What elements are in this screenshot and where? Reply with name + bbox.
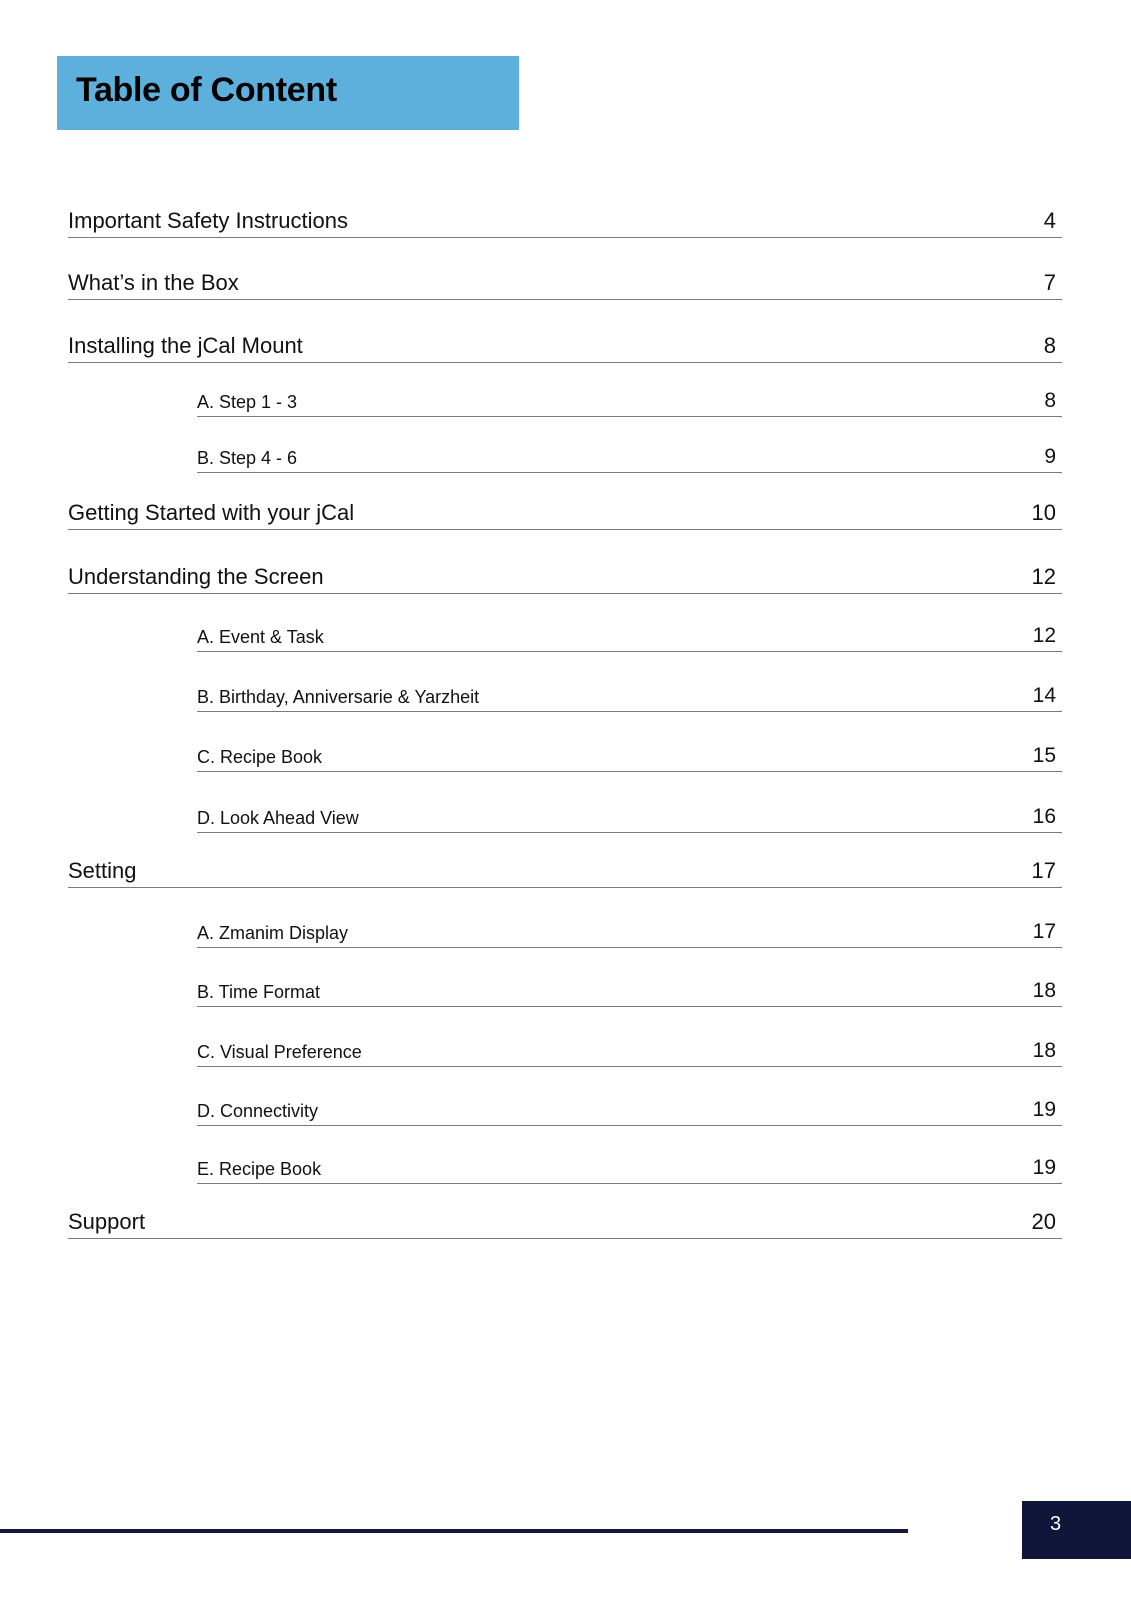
- toc-entry-page: 7: [1043, 270, 1056, 295]
- toc-entry-page: 16: [1032, 805, 1056, 828]
- toc-entry-page: 4: [1043, 208, 1056, 233]
- toc-entry[interactable]: [68, 563, 1062, 594]
- toc-entry-label: Understanding the Screen: [68, 564, 324, 589]
- toc-entry[interactable]: [68, 1208, 1062, 1239]
- toc-entry[interactable]: [197, 681, 1062, 712]
- toc-entry-page: 12: [1031, 564, 1056, 589]
- page-number-box: [1022, 1501, 1131, 1559]
- toc-entry-page: 8: [1043, 333, 1056, 358]
- toc-entry[interactable]: [197, 741, 1062, 772]
- toc-entry-label: B. Time Format: [197, 982, 321, 1002]
- toc-entry-label: Installing the jCal Mount: [68, 333, 303, 358]
- toc-entry[interactable]: [197, 802, 1062, 833]
- toc-entry-page: 15: [1032, 744, 1056, 767]
- toc-entry[interactable]: [197, 386, 1062, 417]
- toc-entry-label: A. Zmanim Display: [197, 923, 349, 943]
- toc-entry-page: 18: [1032, 1039, 1056, 1062]
- toc-entry[interactable]: [197, 1036, 1062, 1067]
- toc-entry[interactable]: [197, 442, 1062, 473]
- toc-entry-page: 9: [1044, 445, 1056, 468]
- toc-entry-page: 17: [1031, 858, 1056, 883]
- toc-entry-page: 19: [1032, 1098, 1056, 1121]
- toc-entry[interactable]: [197, 917, 1062, 948]
- toc-entry[interactable]: [197, 1095, 1062, 1126]
- toc-entry-page: 19: [1032, 1156, 1056, 1179]
- toc-entry-label: B. Step 4 - 6: [197, 448, 298, 468]
- toc-entry-page: 20: [1031, 1209, 1056, 1234]
- toc-entry-label: C. Visual Preference: [197, 1042, 362, 1062]
- toc-entry[interactable]: [68, 499, 1062, 530]
- toc-entry[interactable]: [68, 207, 1062, 238]
- toc-entry[interactable]: [197, 976, 1062, 1007]
- footer-divider: [0, 1529, 908, 1533]
- toc-entry-page: 14: [1032, 684, 1056, 707]
- page-number: 3: [1050, 1513, 1062, 1535]
- toc-entry-page: 8: [1044, 389, 1056, 412]
- toc-entry-label: Important Safety Instructions: [68, 208, 349, 233]
- toc-entry[interactable]: [68, 857, 1062, 888]
- toc-entry[interactable]: [68, 332, 1062, 363]
- title-banner: [57, 56, 519, 130]
- toc-entry-label: D. Connectivity: [197, 1101, 319, 1121]
- toc-entry-page: 12: [1032, 624, 1056, 647]
- toc-entry-page: 18: [1032, 979, 1056, 1002]
- toc-entry-label: A. Event & Task: [197, 627, 324, 647]
- toc-entry-page: 17: [1032, 920, 1056, 943]
- toc-entry-label: D. Look Ahead View: [197, 808, 359, 828]
- toc-entry-label: C. Recipe Book: [197, 747, 323, 767]
- toc-entry[interactable]: [68, 269, 1062, 300]
- toc-entry[interactable]: [197, 621, 1062, 652]
- toc-entry-page: 10: [1031, 500, 1056, 525]
- toc-entry-label: What’s in the Box: [68, 270, 239, 295]
- toc-entry-label: Getting Started with your jCal: [68, 500, 355, 525]
- toc-entry-label: E. Recipe Book: [197, 1159, 322, 1179]
- toc-entry-label: Setting: [68, 858, 137, 883]
- toc-entry-label: Support: [68, 1209, 146, 1234]
- toc-entry[interactable]: [197, 1153, 1062, 1184]
- toc-entry-label: B. Birthday, Anniversarie & Yarzheit: [197, 687, 480, 707]
- toc-entry-label: A. Step 1 - 3: [197, 392, 298, 412]
- page-title: Table of Content: [76, 71, 337, 109]
